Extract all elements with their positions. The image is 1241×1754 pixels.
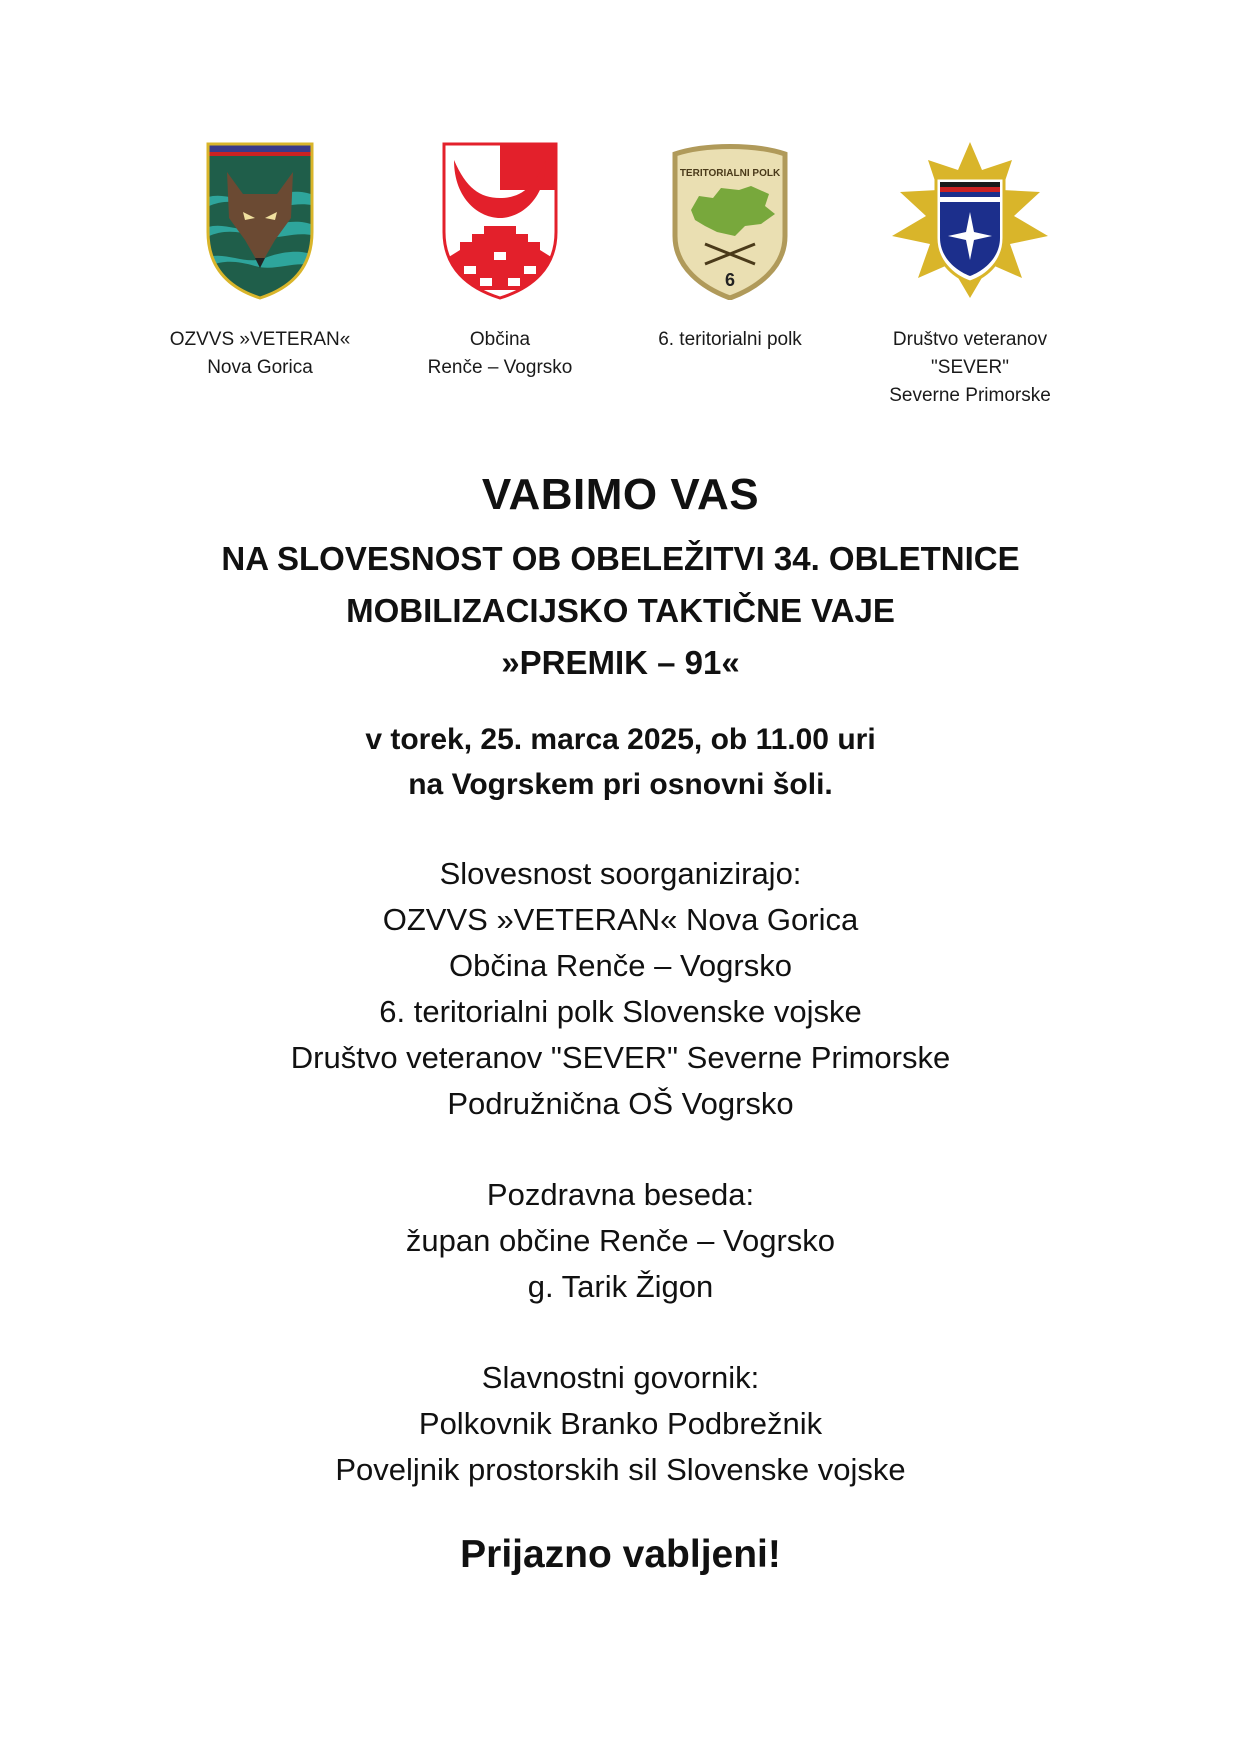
caption-line: Društvo veteranov xyxy=(892,329,1048,350)
logo-ozvvs-veteran xyxy=(140,140,380,382)
page-title: VABIMO VAS xyxy=(481,470,760,519)
polk-badge-icon xyxy=(665,140,795,300)
organizer-item: Podružnična OŠ Vogrsko xyxy=(447,1086,794,1121)
heading-line: »PREMIK – 91« xyxy=(501,644,740,681)
logo-obcina-rence-vogrsko xyxy=(380,140,620,382)
logo-caption xyxy=(380,326,620,382)
badge-number: 6 xyxy=(724,270,736,290)
organizer-item: Občina Renče – Vogrsko xyxy=(449,948,792,983)
logo-caption xyxy=(610,326,850,354)
logo-teritorialni-polk xyxy=(610,140,850,354)
closing-text: Prijazno vabljeni! xyxy=(460,1533,781,1576)
organizer-item: Društvo veteranov "SEVER" Severne Primorske xyxy=(290,1040,951,1075)
logo-caption xyxy=(850,326,1090,410)
event-place: na Vogrskem pri osnovni šoli. xyxy=(408,768,833,801)
heading-line: NA SLOVESNOST OB OBELEŽITVI 34. OBLETNICE xyxy=(221,540,1020,577)
caption-line: Severne Primorske xyxy=(889,385,1051,406)
sever-star-emblem-icon xyxy=(890,140,1050,300)
greeting-line: župan občine Renče – Vogrsko xyxy=(405,1223,836,1258)
organizer-item: OZVVS »VETERAN« Nova Gorica xyxy=(382,902,859,937)
caption-line: 6. teritorialni polk xyxy=(658,329,802,350)
logo-drustvo-sever xyxy=(850,140,1090,410)
greeting-section xyxy=(0,1172,1241,1310)
organizer-item: 6. teritorialni polk Slovenske vojske xyxy=(379,994,862,1029)
greeting-line: g. Tarik Žigon xyxy=(527,1269,714,1304)
caption-line: "SEVER" xyxy=(931,357,1009,378)
event-heading xyxy=(0,533,1241,689)
organizers-label: Slovesnost soorganizirajo: xyxy=(439,856,802,891)
caption-line: Renče – Vogrsko xyxy=(427,357,573,378)
logo-caption xyxy=(140,326,380,382)
organizers-section xyxy=(0,851,1241,1127)
caption-line: Občina xyxy=(469,329,531,350)
speaker-line: Poveljnik prostorskih sil Slovenske vojske xyxy=(335,1452,906,1487)
badge-text: TERITORIALNI POLK xyxy=(679,168,781,179)
heading-line: MOBILIZACIJSKO TAKTIČNE VAJE xyxy=(346,592,895,629)
logos-row xyxy=(140,140,1100,440)
speaker-label: Slavnostni govornik: xyxy=(481,1360,760,1395)
speaker-section xyxy=(0,1355,1241,1493)
caption-line: Nova Gorica xyxy=(207,357,313,378)
event-when xyxy=(0,717,1241,807)
greeting-label: Pozdravna beseda: xyxy=(486,1177,755,1212)
event-date: v torek, 25. marca 2025, ob 11.00 uri xyxy=(365,723,876,756)
speaker-line: Polkovnik Branko Podbrežnik xyxy=(418,1406,823,1441)
rence-coat-of-arms-icon xyxy=(440,140,560,300)
caption-line: OZVVS »VETERAN« xyxy=(169,329,351,350)
fox-shield-icon xyxy=(205,140,315,300)
